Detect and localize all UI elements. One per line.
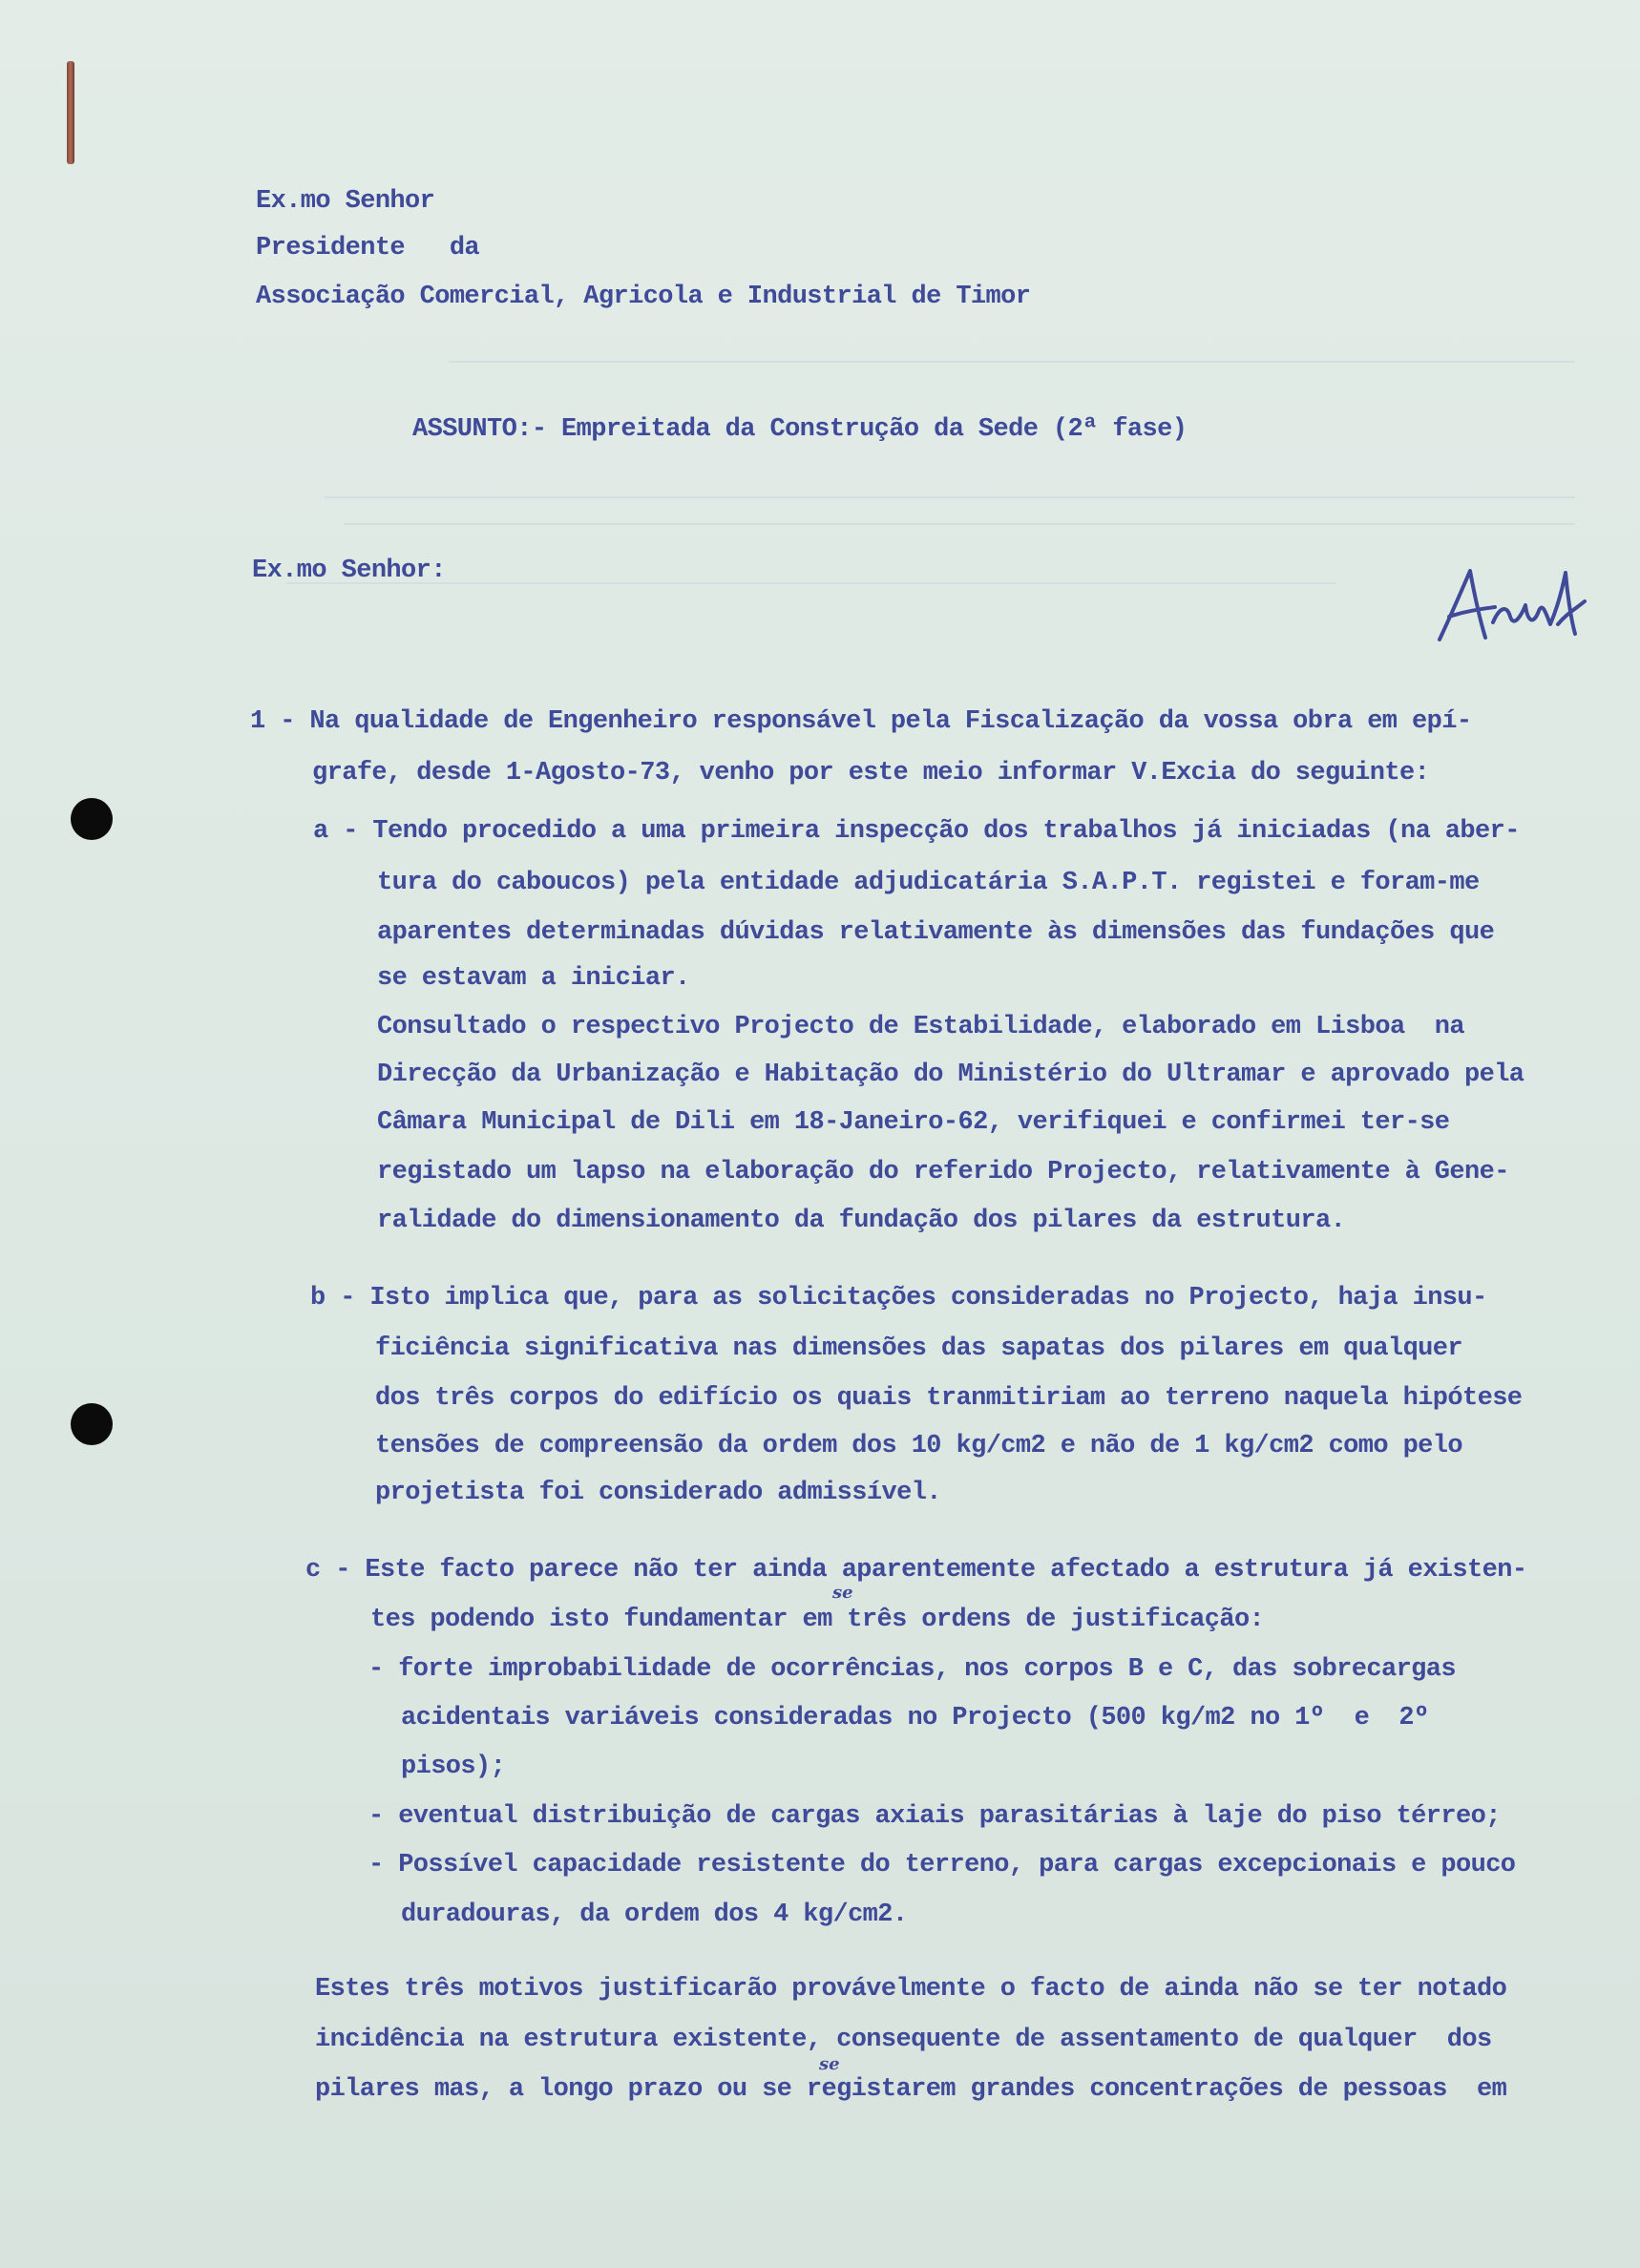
item-c-line-1: c - Este facto parece não ter ainda aparentemente afectado a estrutura já existen-: [305, 1556, 1527, 1585]
item-a-line-5: Consultado o respectivo Projecto de Estabilidade, elaborado em Lisboa na: [377, 1013, 1464, 1041]
closing-line-1: Estes três motivos justificarão provávelmente o facto de ainda não se ter notado: [315, 1975, 1507, 2004]
item-b-line-2: ficiência significativa nas dimensões das sapatas dos pilares em qualquer: [375, 1334, 1462, 1363]
handwritten-signature: [1432, 535, 1594, 659]
item-c-bullet-3-line-2: duradouras, da ordem dos 4 kg/cm2.: [401, 1900, 908, 1929]
item-c-line-2: tes podendo isto fundamentar em três ordens de justificação:: [370, 1606, 1265, 1634]
staple-mark: [67, 61, 74, 164]
item-a-line-4: se estavam a iniciar.: [377, 964, 690, 993]
show-through-line: [325, 496, 1575, 498]
item-a-line-1: a - Tendo procedido a uma primeira inspecção dos trabalhos já iniciadas (na aber-: [313, 817, 1520, 846]
paragraph-1-line-1: 1 - Na qualidade de Engenheiro responsável pela Fiscalização da vossa obra em epí-: [250, 707, 1472, 736]
item-b-line-5: projetista foi considerado admissível.: [375, 1479, 941, 1507]
show-through-line: [449, 361, 1575, 363]
item-c-handwritten-insert: se: [832, 1583, 853, 1603]
item-c-bullet-3-line-1: - Possível capacidade resistente do terreno, para cargas excepcionais e pouco: [368, 1851, 1516, 1880]
address-line-1: Ex.mo Senhor: [256, 187, 435, 216]
address-line-2: Presidente da: [256, 234, 480, 262]
paragraph-1-line-2: grafe, desde 1-Agosto-73, venho por este meio informar V.Excia do seguinte:: [312, 759, 1430, 788]
item-a-line-3: aparentes determinadas dúvidas relativamente às dimensões das fundações que: [377, 918, 1495, 947]
item-a-line-2: tura do caboucos) pela entidade adjudicatária S.A.P.T. registei e foram-me: [377, 869, 1480, 897]
closing-line-3: pilares mas, a longo prazo ou se registarem grandes concentrações de pessoas em: [315, 2075, 1507, 2104]
item-b-line-4: tensões de compreensão da ordem dos 10 kg/cm2 e não de 1 kg/cm2 como pelo: [375, 1432, 1462, 1460]
closing-handwritten-insert: se: [819, 2054, 840, 2074]
item-b-line-1: b - Isto implica que, para as solicitações consideradas no Projecto, haja insu-: [310, 1284, 1487, 1312]
item-b-line-3: dos três corpos do edifício os quais tranmitiriam ao terreno naquela hipótese: [375, 1384, 1523, 1413]
item-c-bullet-1-line-3: pisos);: [401, 1753, 506, 1781]
closing-line-2: incidência na estrutura existente, consequente de assentamento de qualquer dos: [315, 2026, 1492, 2054]
show-through-line: [344, 523, 1575, 525]
punch-hole-top: [71, 798, 113, 840]
punch-hole-bottom: [71, 1403, 113, 1445]
item-a-line-6: Direcção da Urbanização e Habitação do Ministério do Ultramar e aprovado pela: [377, 1060, 1524, 1089]
item-c-bullet-1-line-1: - forte improbabilidade de ocorrências, nos corpos B e C, das sobrecargas: [368, 1655, 1456, 1684]
address-line-3: Associação Comercial, Agricola e Industrial de Timor: [256, 283, 1031, 311]
item-c-bullet-1-line-2: acidentais variáveis consideradas no Projecto (500 kg/m2 no 1º e 2º: [401, 1704, 1429, 1732]
subject-line: ASSUNTO:- Empreitada da Construção da Sede (2ª fase): [412, 415, 1188, 444]
item-a-line-7: Câmara Municipal de Dili em 18-Janeiro-62, verifiquei e confirmei ter-se: [377, 1108, 1450, 1137]
salutation: Ex.mo Senhor:: [252, 556, 446, 585]
item-a-line-9: ralidade do dimensionamento da fundação dos pilares da estrutura.: [377, 1207, 1346, 1235]
item-a-line-8: registado um lapso na elaboração do referido Projecto, relativamente à Gene-: [377, 1158, 1509, 1186]
item-c-bullet-2-line-1: - eventual distribuição de cargas axiais parasitárias à laje do piso térreo;: [368, 1802, 1501, 1831]
